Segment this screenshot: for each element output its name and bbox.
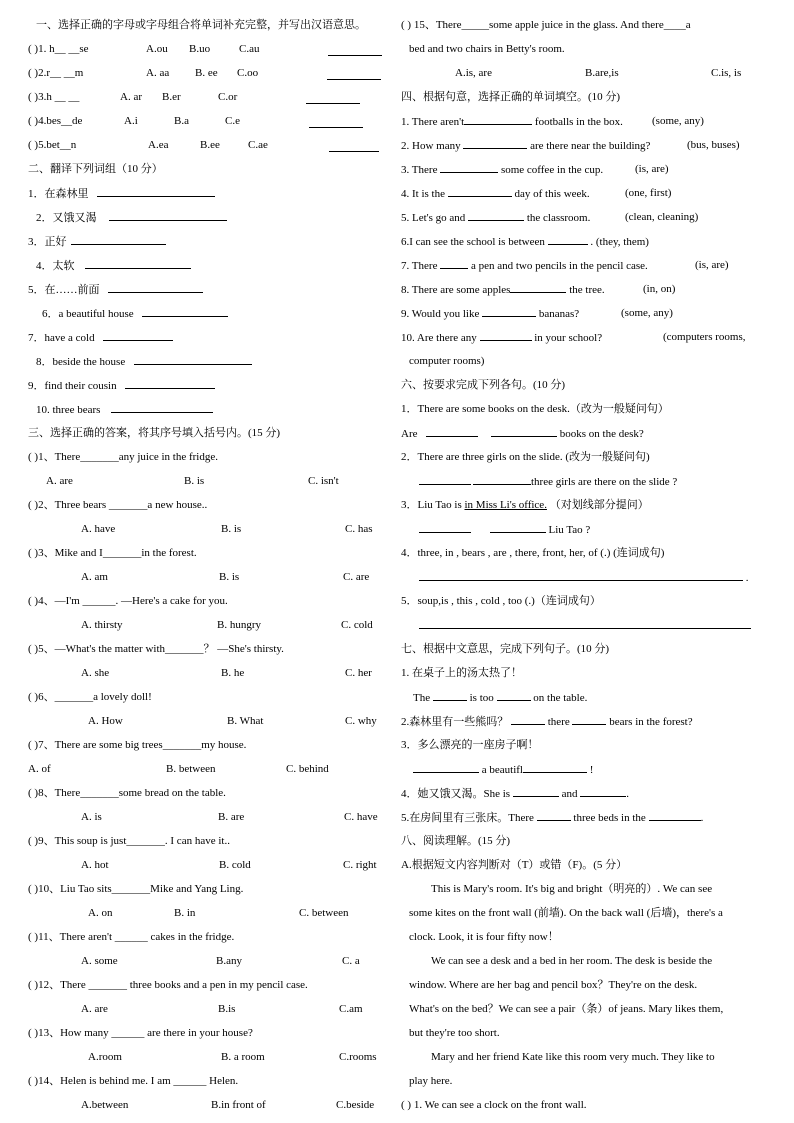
s6-q4-answer — [401, 567, 773, 591]
opt-b: B. between — [166, 763, 216, 775]
opt-c: C. cold — [341, 619, 373, 631]
section-7-title: 七、根据中文意思，完成下列句子。(10 分) — [401, 643, 610, 655]
answer-blank[interactable] — [125, 375, 215, 389]
s1-item-2 — [28, 63, 388, 87]
s2-item-3 — [28, 231, 388, 255]
s7-q1: 1. 在桌子上的汤太热了！ — [401, 667, 522, 679]
s4-post: the tree. — [569, 284, 605, 296]
s4-item-4 — [401, 183, 773, 207]
s2-item-8 — [28, 351, 388, 375]
s4-pre: 9. Would you like — [401, 308, 480, 320]
section-8-title: 八、阅读理解。(15 分) — [401, 835, 511, 847]
s4-post: day of this week. — [514, 188, 590, 200]
s7-q5-text: 5.在房间里有三张床。There — [401, 812, 534, 824]
s7-q2 — [401, 711, 773, 735]
answer-blank[interactable] — [649, 807, 701, 821]
passage-line: some kites on the front wall (前墙). On the back wall (后墙)，there's a — [409, 907, 723, 919]
s3-q13-options — [28, 1047, 388, 1071]
s4-pre: 10. Are there any — [401, 332, 477, 344]
s6-word: Liu Tao ? — [548, 524, 591, 536]
answer-blank[interactable] — [513, 783, 559, 797]
s4-item-3 — [401, 159, 773, 183]
s3-q14-options — [28, 1095, 388, 1119]
opt-a: A. have — [81, 523, 116, 535]
s2-label: 2．又饿又渴 — [36, 212, 97, 224]
s4-options: (in, on) — [643, 283, 676, 295]
opt-c: C. a — [342, 955, 360, 967]
s7-word: bears in the forest? — [609, 716, 693, 728]
opt-c: C. between — [299, 907, 349, 919]
opt-a: A. are — [46, 475, 73, 487]
answer-blank[interactable] — [426, 423, 478, 437]
opt-a: A. hot — [81, 859, 109, 871]
passage-line: We can see a desk and a bed in her room. The desk is beside the — [431, 955, 713, 967]
opt-c: C. isn't — [308, 475, 339, 487]
s4-pre: 5. Let's go and — [401, 212, 466, 224]
s3-q3-options — [28, 567, 388, 591]
s1-opt-b: B.ee — [200, 139, 220, 151]
opt-c: C. behind — [286, 763, 329, 775]
s3-q12-options — [28, 999, 388, 1023]
passage-line: This is Mary's room. It's big and bright（明亮的）. We can see — [431, 883, 713, 895]
s2-item-5 — [28, 279, 388, 303]
answer-line[interactable] — [419, 567, 743, 581]
opt-b: B. What — [227, 715, 264, 727]
s4-post: are there near the building? — [530, 140, 651, 152]
s3-q7-options — [28, 759, 388, 783]
answer-blank[interactable] — [109, 207, 227, 221]
s2-label: 7．have a cold — [28, 332, 95, 344]
s3-q6: ( )6、_______a lovely doll! — [28, 691, 152, 703]
s4-pre: 3. There — [401, 164, 438, 176]
opt-a: A. is — [81, 811, 102, 823]
s6-word: Are — [401, 428, 418, 440]
opt-c: C. her — [345, 667, 372, 679]
underlined-phrase: in Miss Li's office. — [464, 499, 547, 511]
s4-item-1 — [401, 111, 773, 135]
s3-q11-options — [28, 951, 388, 975]
answer-blank[interactable] — [419, 519, 471, 533]
s2-item-9 — [28, 375, 388, 399]
s4-options: (some, any) — [652, 115, 704, 127]
s4-item-9 — [401, 303, 773, 327]
s3-q8-options — [28, 807, 388, 831]
s4-options: (some, any) — [621, 307, 673, 319]
s4-pre: 7. There — [401, 260, 438, 272]
opt-a: A. some — [81, 955, 118, 967]
answer-blank[interactable] — [491, 423, 557, 437]
s7-word: three beds in the — [573, 812, 646, 824]
s1-opt-c: C.e — [225, 115, 240, 127]
section-4-title: 四、根据句意，选择正确的单词填空。(10 分) — [401, 91, 621, 103]
s2-label: 8．beside the house — [36, 356, 126, 368]
s3-q7: ( )7、There are some big trees_______my house. — [28, 739, 247, 751]
s3-q4: ( )4、—I'm ______. —Here's a cake for you. — [28, 595, 228, 607]
opt-a: A. she — [81, 667, 110, 679]
answer-blank[interactable] — [511, 711, 545, 725]
answer-blank[interactable] — [433, 687, 467, 701]
s3-q8: ( )8、There_______some bread on the table. — [28, 787, 226, 799]
answer-blank[interactable] — [537, 807, 571, 821]
s2-label: 6．a beautiful house — [42, 308, 134, 320]
answer-blank[interactable] — [328, 42, 382, 56]
answer-blank[interactable] — [309, 114, 363, 128]
s4-item-8 — [401, 279, 773, 303]
passage-line: clock. Look, it is four fifty now！ — [409, 931, 559, 943]
s2-item-7 — [28, 327, 388, 351]
opt-c: C.rooms — [339, 1051, 377, 1063]
s1-opt-c: C.ae — [248, 139, 268, 151]
s2-label: 1．在森林里 — [28, 188, 89, 200]
s1-item-4 — [28, 111, 388, 135]
section-3-title: 三、选择正确的答案，将其序号填入括号内。(15 分) — [28, 427, 281, 439]
opt-b: B. is — [219, 571, 240, 583]
s6-q5-answer — [401, 615, 773, 639]
s1-q: ( )1. h__ __se — [28, 43, 89, 55]
s4-item-10-cont: computer rooms) — [409, 355, 485, 367]
s6-q3 — [401, 495, 773, 519]
opt-c: C.beside — [336, 1099, 375, 1111]
answer-blank[interactable] — [473, 471, 531, 485]
s7-word: . — [700, 812, 704, 824]
s7-q3: 3．多么漂亮的一座房子啊！ — [401, 739, 539, 751]
answer-blank[interactable] — [440, 255, 468, 269]
opt-b: B.is — [218, 1003, 236, 1015]
left-column — [28, 15, 388, 1119]
opt-b: B. hungry — [217, 619, 261, 631]
answer-blank[interactable] — [580, 783, 626, 797]
s6-q1-answer — [401, 423, 773, 447]
s8-q1: ( ) 1. We can see a clock on the front wall. — [401, 1099, 587, 1111]
s4-options: (is, are) — [695, 259, 729, 271]
s1-opt-b: B.er — [162, 91, 181, 103]
s3-q1-options — [28, 471, 388, 495]
s3-q14: ( )14、Helen is behind me. I am ______ Helen. — [28, 1075, 239, 1087]
s3-q10-options — [28, 903, 388, 927]
passage-line: Mary and her friend Kate like this room very much. They like to — [431, 1051, 715, 1063]
opt-a: A. are — [81, 1003, 108, 1015]
s4-item-7 — [401, 255, 773, 279]
passage-line: window. Where are her bag and pencil box？They're on the desk. — [409, 979, 698, 991]
answer-blank[interactable] — [440, 159, 498, 173]
s7-word: there — [547, 716, 570, 728]
s4-post: footballs in the box. — [534, 116, 623, 128]
answer-blank[interactable] — [523, 759, 587, 773]
opt-c: C.is, is — [711, 67, 742, 79]
answer-line[interactable] — [419, 615, 751, 629]
answer-blank[interactable] — [327, 66, 381, 80]
section-1-title: 一、选择正确的字母或字母组合将单词补充完整，并写出汉语意思。 — [36, 19, 366, 31]
s6-q3-text: 3．Liu Tao is — [401, 499, 465, 511]
s7-word: and — [561, 788, 578, 800]
opt-a: A.is, are — [455, 67, 492, 79]
s6-q2-answer — [401, 471, 773, 495]
opt-b: B. is — [221, 523, 242, 535]
s1-q: ( )2.r__ __m — [28, 67, 84, 79]
s8-sub-a: A.根据短文内容判断对（T）或错（F)。(5 分） — [401, 859, 628, 871]
answer-blank[interactable] — [482, 303, 536, 317]
s3-q9-options — [28, 855, 388, 879]
answer-blank[interactable] — [448, 183, 512, 197]
s1-q: ( )5.bet__n — [28, 139, 77, 151]
answer-blank[interactable] — [97, 183, 215, 197]
s6-word: books on the desk? — [559, 428, 644, 440]
s4-options: (is, are) — [635, 163, 669, 175]
s4-item-5 — [401, 207, 773, 231]
s4-pre: 6.I can see the school is between — [401, 236, 545, 248]
s1-q: ( )4.bes__de — [28, 115, 83, 127]
s2-item-4 — [28, 255, 388, 279]
s3-q13: ( )13、How many ______ are there in your house? — [28, 1027, 253, 1039]
answer-blank[interactable] — [85, 255, 191, 269]
s3-q9: ( )9、This soup is just_______. I can have it.. — [28, 835, 230, 847]
s1-item-3 — [28, 87, 388, 111]
opt-c: C. are — [343, 571, 370, 583]
s3-q3: ( )3、Mike and I_______in the forest. — [28, 547, 197, 559]
s4-options: (computers rooms, — [663, 331, 746, 343]
s4-post: . (they, them) — [590, 236, 649, 248]
s1-opt-b: B.a — [174, 115, 189, 127]
s1-opt-b: B. ee — [195, 67, 218, 79]
q15-cont: bed and two chairs in Betty's room. — [409, 43, 565, 55]
s3-q5-options — [28, 663, 388, 687]
opt-a: A. of — [28, 763, 51, 775]
s4-post: the classroom. — [526, 212, 591, 224]
s3-q6-options — [28, 711, 388, 735]
answer-blank[interactable] — [108, 279, 203, 293]
s7-q1-answer — [401, 687, 773, 711]
s1-opt-a: A.i — [124, 115, 138, 127]
s4-pre: 1. There aren't — [401, 116, 465, 128]
opt-c: C. has — [345, 523, 373, 535]
s3-q11: ( )11、There aren't ______ cakes in the fridge. — [28, 931, 235, 943]
opt-a: A.between — [81, 1099, 129, 1111]
s2-item-6 — [28, 303, 388, 327]
answer-blank[interactable] — [142, 303, 228, 317]
s3-q2-options — [28, 519, 388, 543]
s1-opt-c: C.or — [218, 91, 238, 103]
s7-word: . — [626, 788, 629, 800]
s4-post: in your school? — [534, 332, 603, 344]
answer-blank[interactable] — [464, 111, 532, 125]
opt-a: A. thirsty — [81, 619, 123, 631]
s7-word: is too — [469, 692, 494, 704]
opt-a: A. am — [81, 571, 108, 583]
s6-q3-instruction: （对划线部分提问） — [546, 499, 649, 511]
s6-q5: 5．soup,is , this , cold , too (.)（连词成句） — [401, 595, 601, 607]
s4-item-10 — [401, 327, 773, 351]
answer-blank[interactable] — [480, 327, 532, 341]
s2-item-1 — [28, 183, 388, 207]
s6-q4: 4．three, in , bears , are , there, front, her, of (.) (连词成句) — [401, 547, 665, 559]
s7-q3-answer — [401, 759, 773, 783]
s3-q4-options — [28, 615, 388, 639]
answer-blank[interactable] — [572, 711, 606, 725]
s4-item-6 — [401, 231, 773, 255]
s6-word: three girls are there on the slide ? — [531, 476, 678, 488]
s4-pre: 2. How many — [401, 140, 461, 152]
opt-a: A.room — [88, 1051, 122, 1063]
opt-c: C. why — [345, 715, 377, 727]
s4-pre: 4. It is the — [401, 188, 445, 200]
s4-item-2 — [401, 135, 773, 159]
passage-line: but they're too short. — [409, 1027, 500, 1039]
s1-opt-a: A. aa — [146, 67, 170, 79]
s4-options: (bus, buses) — [687, 139, 740, 151]
opt-c: C.am — [339, 1003, 363, 1015]
s2-item-2 — [28, 207, 388, 231]
s3-q10: ( )10、Liu Tao sits_______Mike and Yang Ling. — [28, 883, 244, 895]
answer-blank[interactable] — [468, 207, 524, 221]
answer-blank[interactable] — [306, 90, 360, 104]
s3-q1: ( )1、There_______any juice in the fridge. — [28, 451, 218, 463]
s2-label: 3．正好 — [28, 236, 67, 248]
s6-q3-answer — [401, 519, 773, 543]
answer-blank[interactable] — [111, 399, 213, 413]
s4-post: some coffee in the cup. — [500, 164, 604, 176]
s2-label: 10. three bears — [36, 404, 101, 416]
answer-blank[interactable] — [413, 759, 479, 773]
s1-item-1 — [28, 39, 388, 63]
s7-q4 — [401, 783, 773, 807]
passage-line: play here. — [409, 1075, 453, 1087]
opt-b: B. are — [218, 811, 245, 823]
s4-options: (one, first) — [625, 187, 672, 199]
s1-opt-b: B.uo — [189, 43, 211, 55]
passage-line: What's on the bed？We can see a pair（条）of jeans. Mary likes them, — [409, 1003, 724, 1015]
s7-word: ! — [589, 764, 594, 776]
opt-b: B. a room — [221, 1051, 265, 1063]
opt-a: A. on — [88, 907, 113, 919]
section-6-title: 六、按要求完成下列各句。(10 分) — [401, 379, 566, 391]
s1-opt-c: C.au — [239, 43, 260, 55]
s2-label: 5．在……前面 — [28, 284, 100, 296]
s6-q2: 2．There are three girls on the slide. (改为一般疑问句) — [401, 451, 650, 463]
s3-q2: ( )2、Three bears _______a new house.. — [28, 499, 208, 511]
s6-q1: 1．There are some books on the desk.（改为一般疑问句） — [401, 403, 669, 415]
s1-item-5 — [28, 135, 388, 159]
s7-q4-text: 4．她又饿又渴。She is — [401, 788, 511, 800]
s3-q5: ( )5、—What's the matter with_______？ —She's thirsty. — [28, 643, 284, 655]
q15: ( ) 15、There_____some apple juice in the glass. And there____a — [401, 19, 691, 31]
right-column — [401, 15, 773, 1119]
opt-b: B.any — [216, 955, 242, 967]
s4-post: a pen and two pencils in the pencil case. — [470, 260, 648, 272]
opt-b: B. is — [184, 475, 205, 487]
opt-b: B. he — [221, 667, 245, 679]
opt-b: B.are,is — [585, 67, 619, 79]
period: . — [745, 572, 749, 584]
s4-pre: 8. There are some apples — [401, 284, 511, 296]
answer-blank[interactable] — [490, 519, 546, 533]
s1-opt-a: A. ar — [120, 91, 142, 103]
s1-opt-a: A.ea — [148, 139, 169, 151]
s4-post: bananas? — [538, 308, 580, 320]
answer-blank[interactable] — [497, 687, 531, 701]
s2-label: 9．find their cousin — [28, 380, 117, 392]
answer-blank[interactable] — [329, 138, 379, 152]
s7-q5 — [401, 807, 773, 831]
s2-item-10 — [28, 399, 388, 423]
opt-c: C. right — [343, 859, 377, 871]
s3-q12: ( )12、There _______ three books and a pen in my pencil case. — [28, 979, 308, 991]
s7-q2-text: 2.森林里有一些熊吗？ — [401, 716, 509, 728]
answer-blank[interactable] — [134, 351, 252, 365]
s2-label: 4．太软 — [36, 260, 75, 272]
opt-b: B.in front of — [211, 1099, 266, 1111]
s7-word: The — [413, 692, 431, 704]
opt-c: C. have — [344, 811, 378, 823]
answer-blank[interactable] — [463, 135, 527, 149]
opt-b: B. cold — [219, 859, 251, 871]
s7-word: on the table. — [533, 692, 588, 704]
answer-blank[interactable] — [71, 231, 166, 245]
s1-q: ( )3.h __ __ — [28, 91, 80, 103]
section-2-title: 二、翻译下列词组（10 分） — [28, 163, 163, 175]
s1-opt-a: A.ou — [146, 43, 168, 55]
q15-options — [401, 63, 773, 87]
answer-blank[interactable] — [419, 471, 471, 485]
answer-blank[interactable] — [103, 327, 173, 341]
s4-options: (clean, cleaning) — [625, 211, 699, 223]
s7-word: a beautifl — [481, 764, 523, 776]
answer-blank[interactable] — [548, 231, 588, 245]
opt-a: A. How — [88, 715, 123, 727]
opt-b: B. in — [174, 907, 196, 919]
s1-opt-c: C.oo — [237, 67, 259, 79]
answer-blank[interactable] — [510, 279, 566, 293]
